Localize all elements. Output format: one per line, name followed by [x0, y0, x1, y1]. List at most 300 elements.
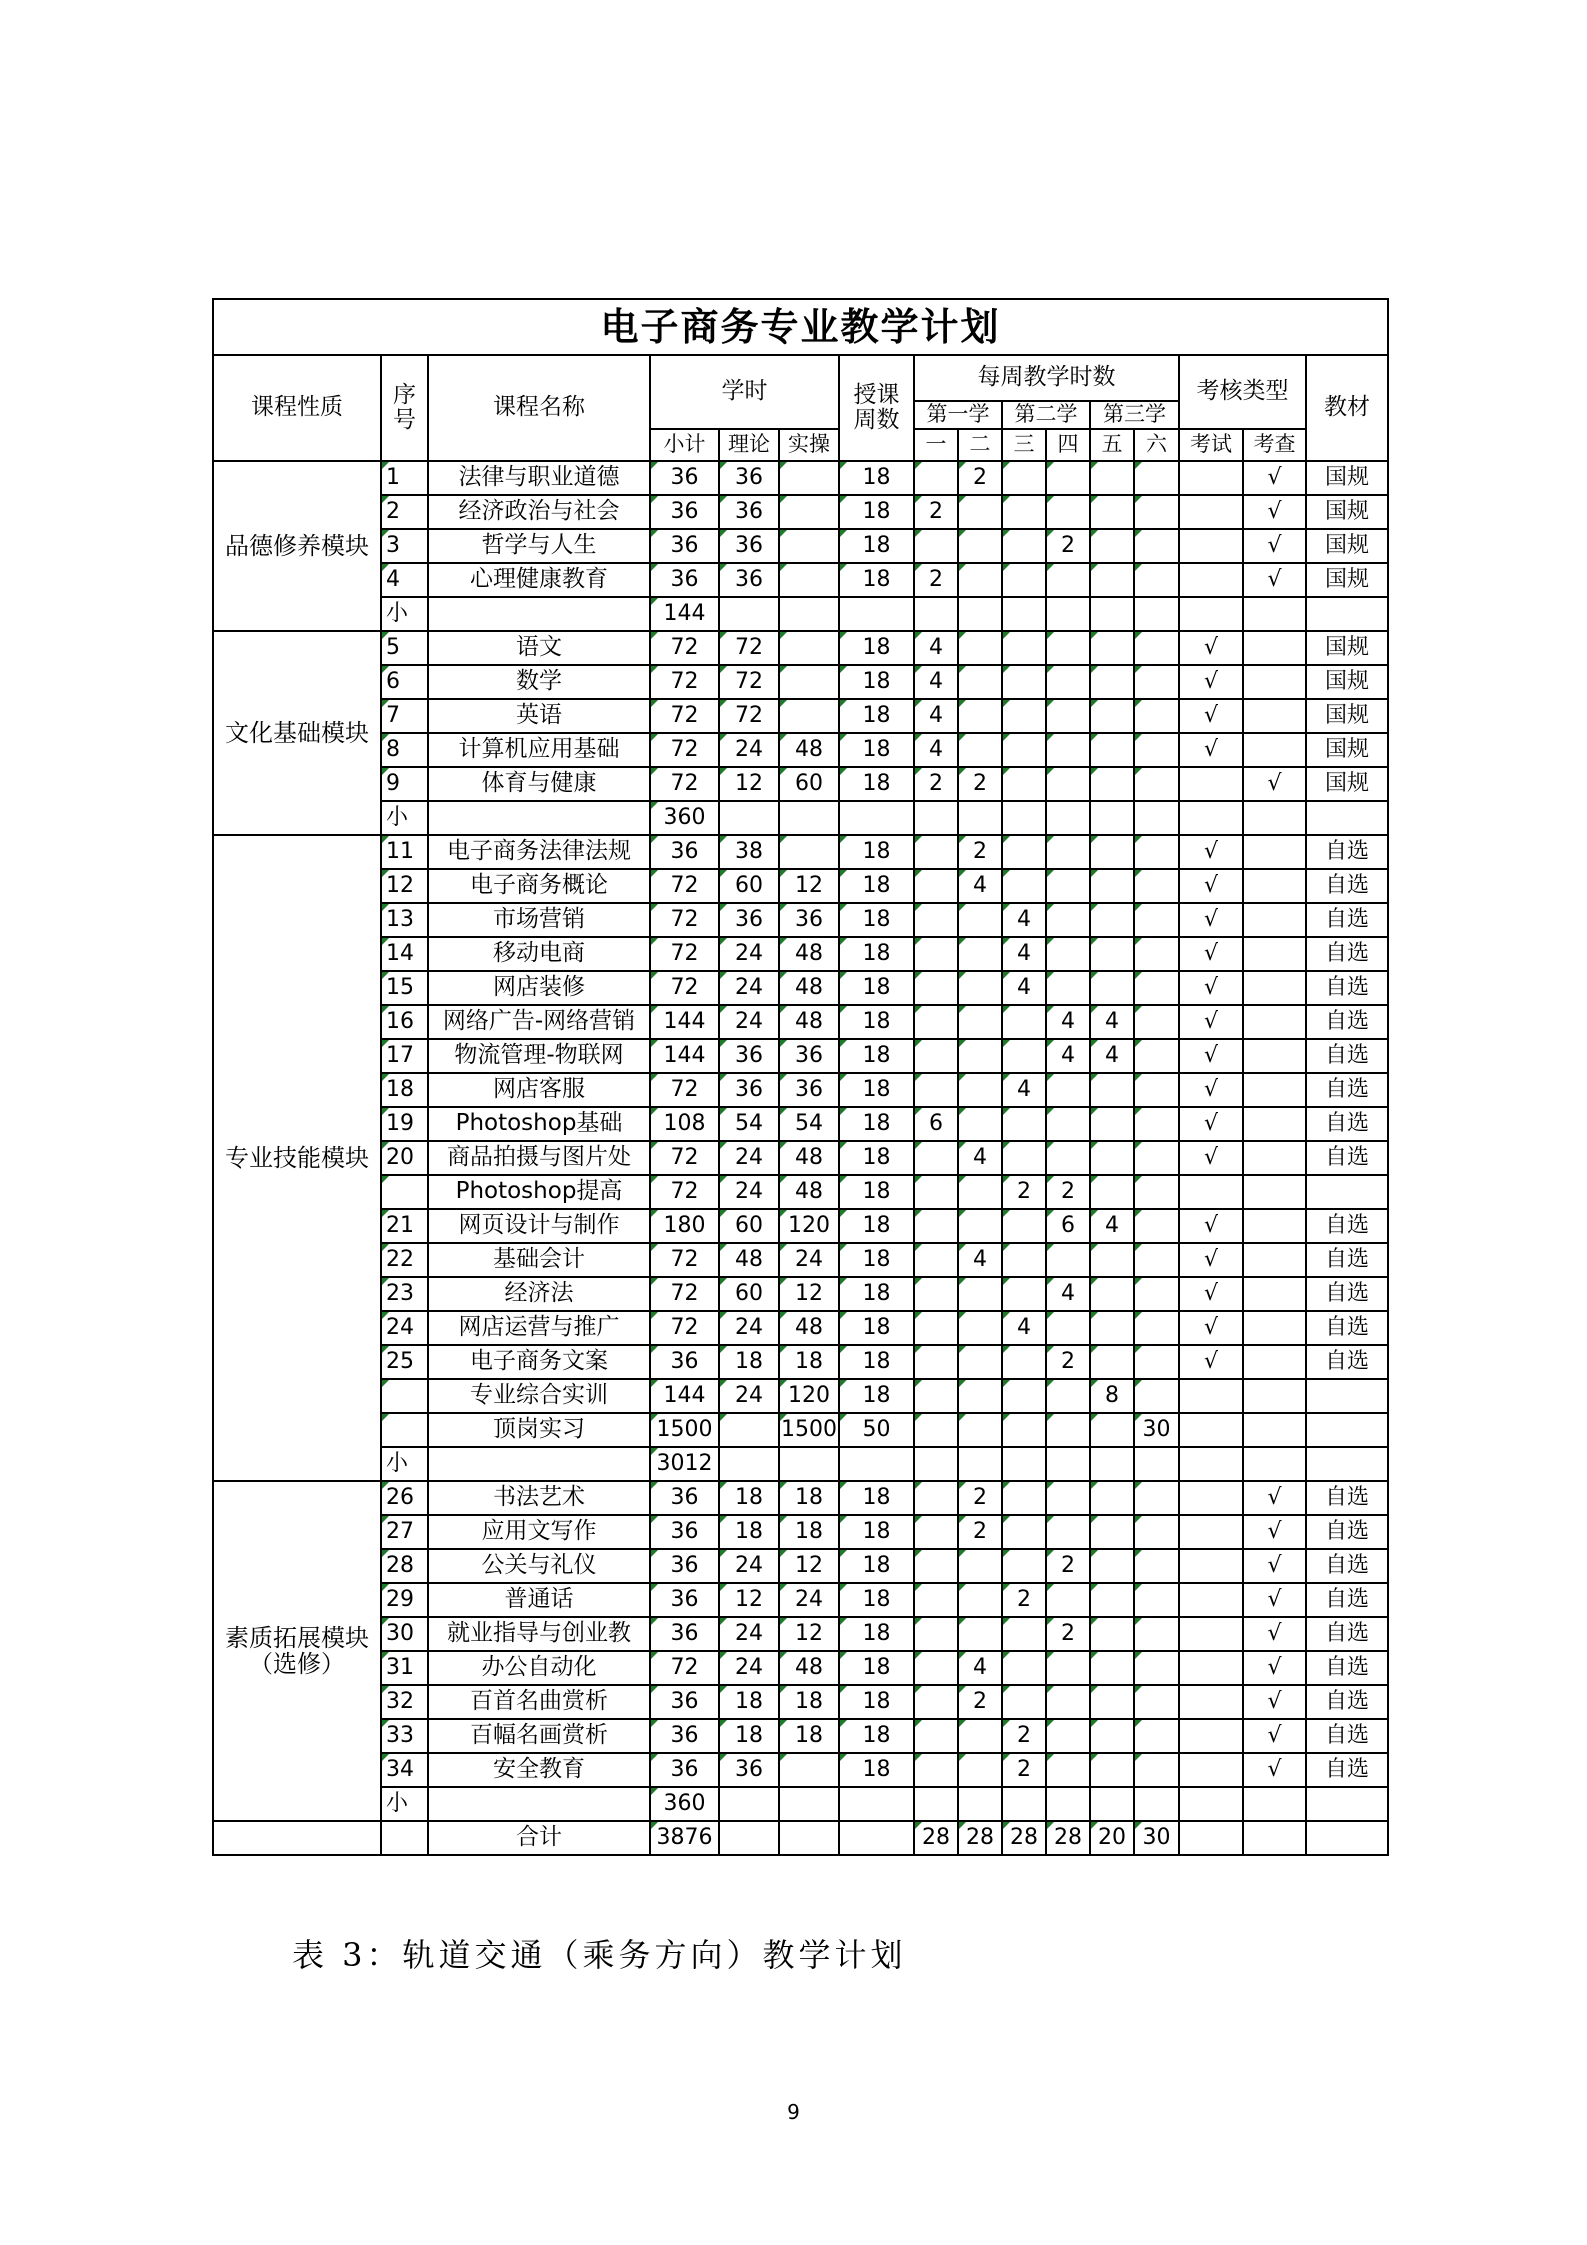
course-sem-1	[914, 1685, 958, 1719]
course-sem-2: 4	[958, 1243, 1002, 1277]
course-sem-3	[1002, 699, 1046, 733]
course-seq: 12	[381, 869, 428, 903]
course-sem-5	[1090, 665, 1134, 699]
course-theory-hours: 18	[719, 1685, 779, 1719]
course-sem-6	[1134, 1141, 1179, 1175]
course-total-hours: 36	[650, 835, 719, 869]
header-seq-text: 序号	[392, 381, 416, 433]
course-total-hours: 72	[650, 631, 719, 665]
course-sem-2	[958, 1311, 1002, 1345]
course-total-hours: 36	[650, 461, 719, 495]
course-sem-6	[1134, 1379, 1179, 1413]
course-check-mark: √	[1243, 1685, 1306, 1719]
course-sem-3	[1002, 495, 1046, 529]
course-sem-1	[914, 1583, 958, 1617]
course-sem-1	[914, 1345, 958, 1379]
course-seq: 8	[381, 733, 428, 767]
course-sem-5	[1090, 971, 1134, 1005]
course-sem-3	[1002, 767, 1046, 801]
course-textbook: 国规	[1306, 461, 1388, 495]
course-textbook: 国规	[1306, 563, 1388, 597]
course-sem-4: 2	[1046, 529, 1090, 563]
course-seq	[381, 1379, 428, 1413]
course-check-mark	[1243, 665, 1306, 699]
course-exam-mark	[1179, 1481, 1243, 1515]
subtotal-blank	[1002, 1447, 1046, 1481]
course-sem-5	[1090, 1549, 1134, 1583]
subtotal-blank	[1134, 801, 1179, 835]
course-name: 安全教育	[428, 1753, 650, 1787]
course-weeks: 18	[839, 1311, 914, 1345]
subtotal-blank	[779, 597, 839, 631]
course-name: 电子商务概论	[428, 869, 650, 903]
course-weeks: 18	[839, 971, 914, 1005]
subtotal-label: 小	[381, 1787, 428, 1821]
course-sem-3	[1002, 1209, 1046, 1243]
course-sem-2	[958, 529, 1002, 563]
course-sem-4	[1046, 1107, 1090, 1141]
course-name: 电子商务文案	[428, 1345, 650, 1379]
subtotal-blank	[914, 1787, 958, 1821]
course-weeks: 18	[839, 1583, 914, 1617]
course-sem-3	[1002, 1413, 1046, 1447]
total-blank	[1306, 1821, 1388, 1855]
subtotal-blank	[1046, 1787, 1090, 1821]
course-seq: 11	[381, 835, 428, 869]
total-sem-2: 28	[958, 1821, 1002, 1855]
course-sem-5	[1090, 1651, 1134, 1685]
course-sem-5	[1090, 733, 1134, 767]
course-sem-4	[1046, 767, 1090, 801]
course-theory-hours: 24	[719, 937, 779, 971]
course-sem-5	[1090, 1175, 1134, 1209]
course-sem-3	[1002, 1107, 1046, 1141]
table-row	[213, 1583, 1388, 1617]
table-row	[213, 1311, 1388, 1345]
course-check-mark	[1243, 631, 1306, 665]
table-row	[213, 665, 1388, 699]
course-theory-hours: 38	[719, 835, 779, 869]
header-seq	[381, 355, 428, 461]
course-name: 公关与礼仪	[428, 1549, 650, 1583]
course-textbook: 国规	[1306, 699, 1388, 733]
course-sem-6	[1134, 1651, 1179, 1685]
course-weeks: 18	[839, 1141, 914, 1175]
course-sem-5	[1090, 767, 1134, 801]
course-total-hours: 72	[650, 767, 719, 801]
course-seq: 9	[381, 767, 428, 801]
course-exam-mark: √	[1179, 1141, 1243, 1175]
subtotal-blank	[1306, 801, 1388, 835]
table-row	[213, 1141, 1388, 1175]
subtotal-row	[213, 597, 1388, 631]
course-sem-2	[958, 903, 1002, 937]
course-seq: 25	[381, 1345, 428, 1379]
header-course-nature: 课程性质	[213, 355, 381, 461]
course-sem-5: 4	[1090, 1005, 1134, 1039]
course-sem-1: 2	[914, 495, 958, 529]
course-name: 办公自动化	[428, 1651, 650, 1685]
course-sem-2: 4	[958, 1141, 1002, 1175]
table-row	[213, 631, 1388, 665]
course-seq: 27	[381, 1515, 428, 1549]
table-row	[213, 1515, 1388, 1549]
table-row	[213, 1039, 1388, 1073]
course-practice-hours: 18	[779, 1685, 839, 1719]
course-total-hours: 36	[650, 495, 719, 529]
table-row	[213, 1719, 1388, 1753]
course-sem-2	[958, 1005, 1002, 1039]
course-sem-6	[1134, 495, 1179, 529]
course-sem-6	[1134, 1515, 1179, 1549]
course-sem-5	[1090, 1719, 1134, 1753]
course-sem-2	[958, 1039, 1002, 1073]
course-sem-6	[1134, 1039, 1179, 1073]
course-sem-4: 6	[1046, 1209, 1090, 1243]
subtotal-blank	[779, 1787, 839, 1821]
course-name: 哲学与人生	[428, 529, 650, 563]
course-total-hours: 36	[650, 1481, 719, 1515]
table-row	[213, 869, 1388, 903]
course-theory-hours: 54	[719, 1107, 779, 1141]
course-seq: 4	[381, 563, 428, 597]
course-weeks: 18	[839, 1379, 914, 1413]
course-sem-4	[1046, 1243, 1090, 1277]
header-sem-6: 六	[1134, 429, 1179, 461]
course-textbook: 自选	[1306, 1107, 1388, 1141]
course-sem-4: 2	[1046, 1617, 1090, 1651]
course-practice-hours: 120	[779, 1379, 839, 1413]
course-total-hours: 36	[650, 1345, 719, 1379]
course-check-mark: √	[1243, 563, 1306, 597]
course-name: 商品拍摄与图片处	[428, 1141, 650, 1175]
course-exam-mark	[1179, 529, 1243, 563]
course-weeks: 18	[839, 767, 914, 801]
course-sem-5	[1090, 1311, 1134, 1345]
course-textbook: 国规	[1306, 631, 1388, 665]
course-sem-5	[1090, 495, 1134, 529]
course-sem-3: 4	[1002, 1311, 1046, 1345]
subtotal-label: 小	[381, 801, 428, 835]
header-exam: 考试	[1179, 429, 1243, 461]
course-sem-1	[914, 1209, 958, 1243]
course-name: 移动电商	[428, 937, 650, 971]
course-practice-hours	[779, 835, 839, 869]
page-number: 9	[787, 2100, 800, 2124]
course-sem-1: 2	[914, 563, 958, 597]
course-textbook: 自选	[1306, 1277, 1388, 1311]
course-sem-3	[1002, 461, 1046, 495]
course-exam-mark: √	[1179, 971, 1243, 1005]
course-check-mark: √	[1243, 1549, 1306, 1583]
course-sem-5	[1090, 699, 1134, 733]
course-check-mark	[1243, 699, 1306, 733]
course-check-mark	[1243, 1039, 1306, 1073]
course-seq: 3	[381, 529, 428, 563]
course-sem-5	[1090, 937, 1134, 971]
course-sem-4	[1046, 1379, 1090, 1413]
course-total-hours: 1500	[650, 1413, 719, 1447]
course-sem-3	[1002, 1039, 1046, 1073]
course-sem-4	[1046, 1583, 1090, 1617]
course-sem-5	[1090, 1583, 1134, 1617]
course-weeks: 18	[839, 1277, 914, 1311]
course-sem-4	[1046, 1753, 1090, 1787]
course-practice-hours: 12	[779, 869, 839, 903]
course-sem-2	[958, 1617, 1002, 1651]
header-assessment: 考核类型	[1179, 355, 1306, 429]
subtotal-blank	[779, 1447, 839, 1481]
course-check-mark	[1243, 971, 1306, 1005]
course-check-mark: √	[1243, 1719, 1306, 1753]
course-textbook: 自选	[1306, 1345, 1388, 1379]
course-sem-6	[1134, 699, 1179, 733]
course-sem-1	[914, 1175, 958, 1209]
course-theory-hours: 36	[719, 461, 779, 495]
course-check-mark: √	[1243, 1753, 1306, 1787]
course-sem-4	[1046, 1413, 1090, 1447]
course-sem-4	[1046, 971, 1090, 1005]
course-theory-hours: 24	[719, 733, 779, 767]
course-sem-1: 4	[914, 631, 958, 665]
course-weeks: 18	[839, 1515, 914, 1549]
course-weeks: 18	[839, 1753, 914, 1787]
module-name: 文化基础模块	[213, 631, 381, 835]
course-textbook: 自选	[1306, 1617, 1388, 1651]
course-total-hours: 36	[650, 1515, 719, 1549]
course-weeks: 18	[839, 563, 914, 597]
course-sem-6	[1134, 903, 1179, 937]
course-weeks: 18	[839, 665, 914, 699]
subtotal-label: 小	[381, 1447, 428, 1481]
course-theory-hours: 18	[719, 1515, 779, 1549]
course-sem-3: 4	[1002, 971, 1046, 1005]
course-check-mark	[1243, 1243, 1306, 1277]
course-check-mark	[1243, 1107, 1306, 1141]
course-sem-5	[1090, 869, 1134, 903]
course-exam-mark: √	[1179, 1005, 1243, 1039]
course-practice-hours: 54	[779, 1107, 839, 1141]
total-sem-5: 20	[1090, 1821, 1134, 1855]
course-total-hours: 72	[650, 1141, 719, 1175]
course-check-mark	[1243, 1413, 1306, 1447]
course-sem-6	[1134, 665, 1179, 699]
table-row	[213, 1379, 1388, 1413]
course-sem-3: 2	[1002, 1583, 1046, 1617]
subtotal-blank	[914, 801, 958, 835]
course-sem-2	[958, 1753, 1002, 1787]
course-exam-mark: √	[1179, 1209, 1243, 1243]
course-weeks: 18	[839, 529, 914, 563]
course-practice-hours: 36	[779, 1073, 839, 1107]
course-practice-hours: 48	[779, 1311, 839, 1345]
course-sem-4	[1046, 1719, 1090, 1753]
course-sem-2	[958, 1413, 1002, 1447]
course-theory-hours: 18	[719, 1719, 779, 1753]
course-sem-5	[1090, 1515, 1134, 1549]
course-practice-hours: 12	[779, 1549, 839, 1583]
course-name: 心理健康教育	[428, 563, 650, 597]
course-exam-mark	[1179, 1617, 1243, 1651]
course-sem-2	[958, 665, 1002, 699]
course-sem-6	[1134, 937, 1179, 971]
course-sem-3	[1002, 1685, 1046, 1719]
course-textbook: 自选	[1306, 1243, 1388, 1277]
course-sem-5	[1090, 631, 1134, 665]
subtotal-name-blank	[428, 801, 650, 835]
course-exam-mark	[1179, 1583, 1243, 1617]
course-practice-hours: 18	[779, 1515, 839, 1549]
course-sem-2	[958, 631, 1002, 665]
subtotal-row	[213, 1447, 1388, 1481]
course-seq: 24	[381, 1311, 428, 1345]
course-sem-4	[1046, 733, 1090, 767]
course-sem-6	[1134, 529, 1179, 563]
course-seq: 5	[381, 631, 428, 665]
course-weeks: 18	[839, 699, 914, 733]
header-subtotal: 小计	[650, 429, 719, 461]
course-sem-2	[958, 1719, 1002, 1753]
course-weeks: 18	[839, 1209, 914, 1243]
course-total-hours: 144	[650, 1039, 719, 1073]
subtotal-blank	[839, 1787, 914, 1821]
course-exam-mark: √	[1179, 665, 1243, 699]
total-row	[213, 1821, 1388, 1855]
header-course-name: 课程名称	[428, 355, 650, 461]
course-check-mark	[1243, 1175, 1306, 1209]
course-sem-3	[1002, 1549, 1046, 1583]
course-seq: 17	[381, 1039, 428, 1073]
table-row	[213, 1413, 1388, 1447]
subtotal-blank	[914, 1447, 958, 1481]
course-exam-mark	[1179, 461, 1243, 495]
course-name: 应用文写作	[428, 1515, 650, 1549]
course-sem-2: 2	[958, 1515, 1002, 1549]
course-sem-4	[1046, 1515, 1090, 1549]
course-sem-2	[958, 971, 1002, 1005]
course-sem-4: 4	[1046, 1277, 1090, 1311]
course-check-mark: √	[1243, 461, 1306, 495]
course-sem-6	[1134, 563, 1179, 597]
course-name: 普通话	[428, 1583, 650, 1617]
course-weeks: 18	[839, 1345, 914, 1379]
course-exam-mark	[1179, 1515, 1243, 1549]
course-seq: 2	[381, 495, 428, 529]
course-exam-mark	[1179, 1549, 1243, 1583]
total-blank	[719, 1821, 779, 1855]
course-exam-mark: √	[1179, 835, 1243, 869]
course-sem-6	[1134, 733, 1179, 767]
table-caption: 表 3：轨道交通（乘务方向）教学计划	[292, 1936, 907, 1974]
course-name: 基础会计	[428, 1243, 650, 1277]
course-sem-1	[914, 1243, 958, 1277]
course-sem-6	[1134, 1719, 1179, 1753]
course-seq: 6	[381, 665, 428, 699]
table-row	[213, 461, 1388, 495]
course-exam-mark	[1179, 1685, 1243, 1719]
table-row	[213, 1005, 1388, 1039]
course-sem-1	[914, 1141, 958, 1175]
course-check-mark	[1243, 1073, 1306, 1107]
table-row	[213, 1107, 1388, 1141]
course-sem-3	[1002, 869, 1046, 903]
course-exam-mark: √	[1179, 699, 1243, 733]
table-row	[213, 1073, 1388, 1107]
module-name: 专业技能模块	[213, 835, 381, 1481]
course-sem-6	[1134, 1345, 1179, 1379]
course-practice-hours	[779, 563, 839, 597]
course-sem-6	[1134, 1583, 1179, 1617]
course-theory-hours: 18	[719, 1481, 779, 1515]
total-blank	[1243, 1821, 1306, 1855]
total-sem-4: 28	[1046, 1821, 1090, 1855]
subtotal-row	[213, 801, 1388, 835]
course-seq: 16	[381, 1005, 428, 1039]
course-textbook: 自选	[1306, 1141, 1388, 1175]
course-sem-3	[1002, 665, 1046, 699]
course-name: 物流管理-物联网	[428, 1039, 650, 1073]
total-blank	[213, 1821, 381, 1855]
table-row	[213, 1753, 1388, 1787]
table-row	[213, 1617, 1388, 1651]
course-check-mark	[1243, 1311, 1306, 1345]
course-sem-2	[958, 1277, 1002, 1311]
course-exam-mark	[1179, 495, 1243, 529]
course-name: 市场营销	[428, 903, 650, 937]
course-sem-1	[914, 1719, 958, 1753]
subtotal-value: 3012	[650, 1447, 719, 1481]
module-name: 品德修养模块	[213, 461, 381, 631]
course-sem-3	[1002, 529, 1046, 563]
course-name: 网店运营与推广	[428, 1311, 650, 1345]
course-weeks: 18	[839, 1549, 914, 1583]
course-practice-hours: 12	[779, 1617, 839, 1651]
subtotal-blank	[958, 1447, 1002, 1481]
table-row	[213, 971, 1388, 1005]
course-name: 经济政治与社会	[428, 495, 650, 529]
subtotal-blank	[1046, 801, 1090, 835]
course-sem-5	[1090, 1685, 1134, 1719]
course-sem-6	[1134, 1549, 1179, 1583]
course-theory-hours: 24	[719, 971, 779, 1005]
course-sem-6	[1134, 1277, 1179, 1311]
course-total-hours: 180	[650, 1209, 719, 1243]
course-seq: 14	[381, 937, 428, 971]
course-sem-4	[1046, 699, 1090, 733]
course-sem-4: 4	[1046, 1005, 1090, 1039]
course-practice-hours	[779, 495, 839, 529]
table-row	[213, 1549, 1388, 1583]
course-name: 百首名曲赏析	[428, 1685, 650, 1719]
course-name: 网店客服	[428, 1073, 650, 1107]
course-check-mark	[1243, 733, 1306, 767]
course-seq: 1	[381, 461, 428, 495]
course-sem-2: 2	[958, 767, 1002, 801]
subtotal-blank	[719, 801, 779, 835]
course-theory-hours: 36	[719, 529, 779, 563]
course-weeks: 50	[839, 1413, 914, 1447]
subtotal-blank	[779, 801, 839, 835]
course-weeks: 18	[839, 1175, 914, 1209]
course-sem-2	[958, 1583, 1002, 1617]
course-sem-2	[958, 563, 1002, 597]
course-practice-hours: 18	[779, 1345, 839, 1379]
course-exam-mark: √	[1179, 1039, 1243, 1073]
course-weeks: 18	[839, 1481, 914, 1515]
course-weeks: 18	[839, 1243, 914, 1277]
header-check: 考查	[1243, 429, 1306, 461]
course-textbook: 自选	[1306, 1311, 1388, 1345]
